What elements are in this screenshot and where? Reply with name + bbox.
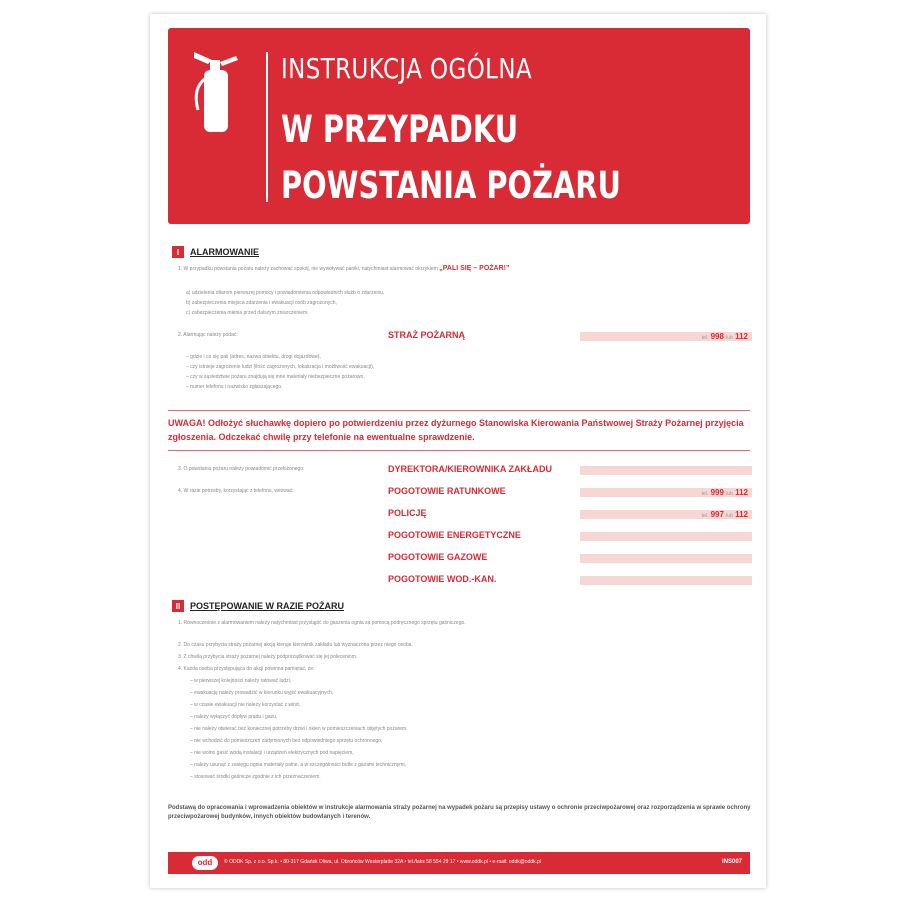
contact-label: POGOTOWIE ENERGETYCZNE (388, 530, 521, 540)
section1-line-b: b) zabezpieczenia miejsca zdarzenia i ewakuacji osób zagrożonych, (186, 300, 337, 306)
section2-bullet: – stosować środki gaśnicze zgodnie z ich przeznaczeniem. (190, 774, 321, 780)
section2-bullet: – w pierwszej kolejności należy ratować ludzi, (190, 678, 292, 684)
section1-item3: 3. O powstaniu pożaru należy powiadomić przełożonego: (178, 466, 305, 472)
section2-badge: II (172, 600, 184, 612)
shout-text: „PALI SIĘ – POŻAR!” (439, 265, 510, 272)
fire-extinguisher-icon (190, 48, 240, 136)
section1-badge: I (172, 246, 184, 258)
alarm-bullet: – numer telefonu i nazwisko zgłaszającego. (186, 384, 283, 390)
section2-bullet: – nie wolno gasić wodą instalacji i urządzeń elektrycznych pod napięciem, (190, 750, 354, 756)
section1-item4: 4. W razie potrzeby, korzystając z telefonu, wezwać: (178, 488, 294, 494)
footer-bar (168, 852, 750, 874)
contact-field (580, 554, 752, 563)
contact-field (580, 510, 752, 519)
document-sheet (150, 14, 766, 888)
contact-label: POGOTOWIE WOD.-KAN. (388, 574, 497, 584)
section1-line-c: c) zabezpieczenia mienia przed dalszym zniszczeniem. (186, 310, 309, 316)
alarm-bullet: – czy istnieje zagrożenie ludzi (ilość zagrożonych, lokalizacja i możliwość ewakuacji), (186, 364, 375, 370)
straz-number: tel. 998 lub 112 (701, 332, 748, 341)
contact-label: POGOTOWIE GAZOWE (388, 552, 488, 562)
warning-rule-top (168, 410, 750, 411)
section1-line-a: a) udzielenia ofiarom pierwszej pomocy i powiadomienia odpowiednich służb o zdarzeniu, (186, 290, 385, 296)
header-line2: W PRZYPADKU (281, 108, 519, 151)
section2-bullet: – nie wchodzić do pomieszczeń zadymionych bez odpowiedniego sprzętu ochronnego, (190, 738, 383, 744)
alarm-bullet: – czy w sąsiedztwie pożaru znajdują się inne materiały niebezpieczne pożarowo, (186, 374, 365, 380)
footer-contact: © ODDK Sp. z o.o. Sp.k. • 80-317 Gdańsk Oliwa, ul. Obrońców Westerplatte 32A • tel./faks 58 554 29 17 • www.oddk.pl • e-mail: oddk@oddk.pl (224, 859, 541, 865)
contact-field (580, 576, 752, 585)
section2-bullet: – ewakuację należy prowadzić w kierunku wyjść ewakuacyjnych, (190, 690, 334, 696)
alarm-bullet: – gdzie i co się pali (adres, nazwa obiektu, drogi dojazdowe), (186, 354, 321, 360)
section2-heading (172, 600, 344, 612)
contact-field (580, 488, 752, 497)
header-banner (168, 28, 750, 224)
header-divider (266, 52, 268, 202)
contact-number: tel. 999 lub 112 (701, 488, 748, 497)
contact-label: POGOTOWIE RATUNKOWE (388, 486, 506, 496)
section2-line: 3. Z chwilą przybycia straży pożarnej należy podporządkować się jej poleceniom. (178, 654, 358, 660)
contact-label: DYREKTORA/KIEROWNIKA ZAKŁADU (388, 464, 552, 474)
contact-field (580, 532, 752, 541)
section1-intro: 1. W przypadku powstania pożaru należy zachować spokój, nie wywoływać paniki, natychmiast alarmować okrzykiem „PALI SIĘ – POŻAR!” (178, 265, 510, 272)
straz-field (580, 332, 752, 341)
section2-bullet: – w czasie ewakuacji nie należy korzystać z wind, (190, 702, 301, 708)
section2-line: 2. Do czasu przybycia straży pożarnej akcją kieruje kierownik zakładu lub wyznaczona przez niego osoba. (178, 642, 413, 648)
section2-line: 1. Równocześnie z alarmowaniem należy natychmiast przystąpić do gaszenia ognia za pomocą podręcznego sprzętu gaśniczego. (178, 620, 466, 626)
document-code: INS007 (721, 859, 742, 865)
straz-label: STRAŻ POŻARNĄ (388, 330, 465, 340)
publisher-logo: odd (192, 856, 218, 870)
warning-text: UWAGA! Odłożyć słuchawkę dopiero po potwierdzeniu przez dyżurnego Stanowiska Kierowania Państwowej Straży Pożarnej przyjęcia zgłoszenia. Odczekać chwilę przy telefonie na ewentualne sprawdzenie. (168, 418, 744, 442)
legal-footnote: Podstawą do opracowania i wprowadzenia obiektów w instrukcje alarmowania straży pożarnej na wypadek pożaru są przepisy ustawy o ochronie przeciwpożarowej oraz rozporządzenia w sprawie ochrony przeciwpożarowej budynków, innych obiektów budowlanych i terenów. (168, 805, 751, 820)
contact-label: POLICJĘ (388, 508, 427, 518)
section2-bullet: – należy usunąć z zasięgu ognia materiały palne, a w szczególności butle z gazami technicznymi, (190, 762, 406, 768)
section1-item2: 2. Alarmując należy podać: (178, 332, 238, 338)
section2-line: 4. Każda osoba przystępująca do akcji powinna pamiętać, że: (178, 666, 315, 672)
section2-bullet: – należy wyłączyć dopływ prądu i gazu, (190, 714, 278, 720)
section2-bullet: – nie należy otwierać bez koniecznej potrzeby drzwi i okien w pomieszczeniach objętych pożarem, (190, 726, 408, 732)
section1-heading (172, 246, 259, 258)
section1-title: ALARMOWANIE (190, 247, 259, 257)
header-line1: INSTRUKCJA OGÓLNA (281, 52, 533, 85)
contact-field (580, 466, 752, 475)
contact-number: tel. 997 lub 112 (701, 510, 748, 519)
header-line3: POWSTANIA POŻARU (281, 164, 621, 207)
warning-rule-bottom (168, 450, 750, 451)
section2-title: POSTĘPOWANIE W RAZIE POŻARU (190, 601, 345, 611)
